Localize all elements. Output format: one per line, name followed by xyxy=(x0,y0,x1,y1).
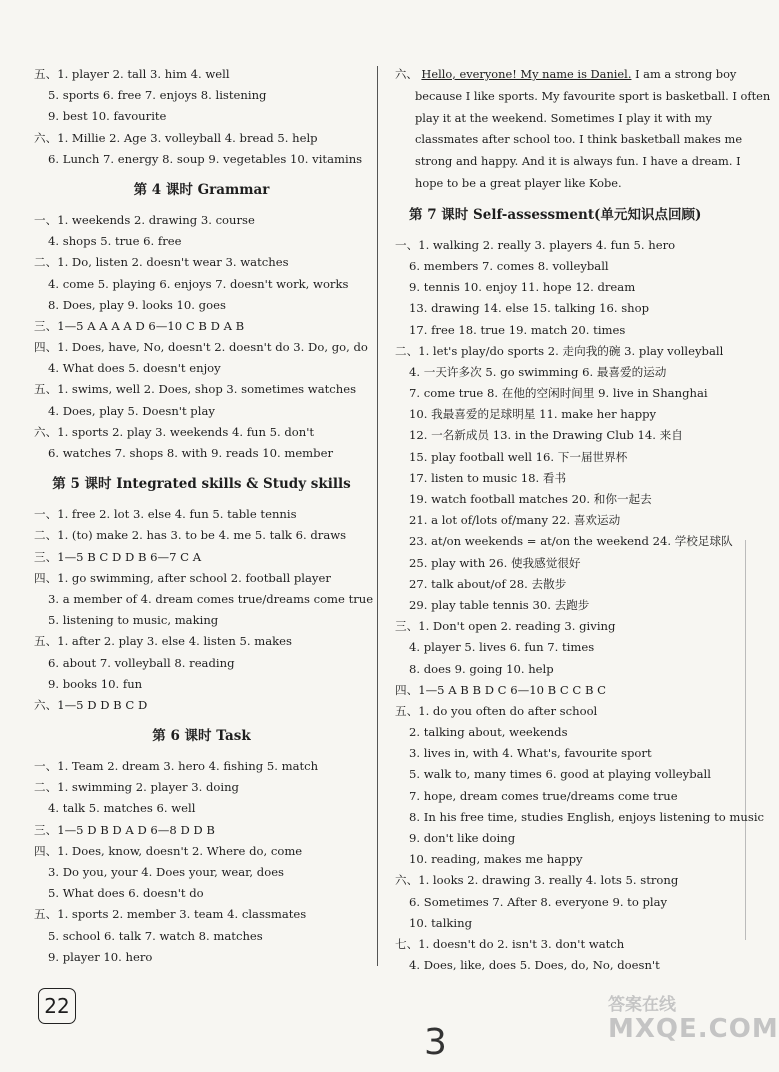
answer-line: 六、1. looks 2. drawing 3. really 4. lots 5. strong xyxy=(395,873,679,888)
answer-line: 27. talk about/of 28. 去散步 xyxy=(409,576,567,591)
answer-line: 6. watches 7. shops 8. with 9. reads 10. member xyxy=(48,446,334,460)
answer-line: 四、1—5 A B B D C 6—10 B C C B C xyxy=(395,682,607,697)
answer-line: 9. books 10. fun xyxy=(48,676,143,691)
answer-line: 9. best 10. favourite xyxy=(48,109,167,124)
answer-line: 17. free 18. true 19. match 20. times xyxy=(409,322,626,337)
answer-line: 三、1—5 B C D D B 6—7 C A xyxy=(34,549,202,564)
answer-line: 19. watch football matches 20. 和你一起去 xyxy=(409,492,652,507)
answer-line: 5. What does 6. doesn't do xyxy=(48,886,204,901)
section-heading: 第 5 课时 Integrated skills & Study skills xyxy=(52,476,351,493)
answer-line: 三、1—5 D B D A D 6—8 D D B xyxy=(34,822,215,837)
answer-line: 4. player 5. lives 6. fun 7. times xyxy=(409,640,595,655)
passage-line: strong and happy. And it is always fun. I have a dream. I xyxy=(415,154,741,169)
answer-line: 3. lives in, with 4. What's, favourite sport xyxy=(409,746,652,761)
passage-first-rest: I am a strong boy xyxy=(635,67,737,81)
answer-line: 六、1. sports 2. play 3. weekends 4. fun 5. don't xyxy=(34,424,315,439)
answer-line: 二、1. swimming 2. player 3. doing xyxy=(34,780,239,795)
answer-line: 3. Do you, your 4. Does your, wear, does xyxy=(48,865,285,879)
answer-line: 13. drawing 14. else 15. talking 16. shop xyxy=(409,301,650,316)
passage-line: because I like sports. My favourite sport is basketball. I often xyxy=(415,88,771,103)
watermark-bottom: MXQE.COM xyxy=(608,1013,779,1044)
answer-line: 二、1. (to) make 2. has 3. to be 4. me 5. talk 6. draws xyxy=(34,528,347,543)
answer-line: 五、1. player 2. tall 3. him 4. well xyxy=(34,67,230,81)
answer-line: 二、1. Do, listen 2. doesn't wear 3. watches xyxy=(34,255,289,270)
passage-line xyxy=(395,64,735,86)
answer-line: 4. Does, play 5. Doesn't play xyxy=(48,403,215,418)
column-divider xyxy=(377,66,378,966)
answer-line: 8. Does, play 9. looks 10. goes xyxy=(48,297,226,312)
answer-line: 5. school 6. talk 7. watch 8. matches xyxy=(48,928,263,943)
answer-line: 五、1. after 2. play 3. else 4. listen 5. makes xyxy=(34,634,292,649)
answer-line: 6. about 7. volleyball 8. reading xyxy=(48,655,235,670)
answer-line: 5. walk to, many times 6. good at playing volleyball xyxy=(409,767,711,782)
answer-line: 二、1. let's play/do sports 2. 走向我的碗 3. play volleyball xyxy=(395,343,724,358)
answer-line: 六、1. Millie 2. Age 3. volleyball 4. bread 5. help xyxy=(34,130,318,145)
answer-line: 4. 一天许多次 5. go swimming 6. 最喜爱的运动 xyxy=(409,364,667,379)
page-number: 22 xyxy=(38,988,76,1024)
answer-line: 10. 我最喜爱的足球明星 11. make her happy xyxy=(409,407,657,422)
answer-line: 6. members 7. comes 8. volleyball xyxy=(409,258,609,273)
answer-line: 21. a lot of/lots of/many 22. 喜欢运动 xyxy=(409,513,621,528)
answer-line: 4. shops 5. true 6. free xyxy=(48,234,182,249)
section-heading: 第 7 课时 Self-assessment(单元知识点回顾) xyxy=(409,206,702,223)
answer-line: 4. talk 5. matches 6. well xyxy=(48,801,196,816)
answer-line: 17. listen to music 18. 看书 xyxy=(409,470,567,485)
passage-label: 六、 xyxy=(395,67,418,81)
answer-line: 六、1—5 D D B C D xyxy=(34,697,148,712)
left-column xyxy=(34,64,374,968)
answer-line: 12. 一名新成员 13. in the Drawing Club 14. 来自 xyxy=(409,428,683,443)
watermark xyxy=(608,996,779,1043)
answer-line: 7. hope, dream comes true/dreams come true xyxy=(409,788,678,803)
answer-line: 7. come true 8. 在他的空闲时间里 9. live in Shanghai xyxy=(409,386,708,401)
answer-line: 6. Sometimes 7. After 8. everyone 9. to play xyxy=(409,894,668,909)
handwritten-mark: 3 xyxy=(424,1022,447,1063)
answer-line: 4. come 5. playing 6. enjoys 7. doesn't work, works xyxy=(48,276,349,291)
answer-line: 8. In his free time, studies English, enjoys listening to music xyxy=(409,809,765,824)
answer-line: 一、1. free 2. lot 3. else 4. fun 5. table tennis xyxy=(34,507,297,522)
answer-line: 5. sports 6. free 7. enjoys 8. listening xyxy=(48,88,267,103)
answer-line: 一、1. Team 2. dream 3. hero 4. fishing 5. match xyxy=(34,759,319,774)
right-column xyxy=(395,64,771,976)
answer-line: 五、1. do you often do after school xyxy=(395,703,598,718)
answer-line: 2. talking about, weekends xyxy=(409,725,568,740)
answer-line: 9. player 10. hero xyxy=(48,949,153,964)
answer-line: 五、1. sports 2. member 3. team 4. classmates xyxy=(34,907,307,922)
answer-line: 4. What does 5. doesn't enjoy xyxy=(48,361,221,376)
answer-line: 4. Does, like, does 5. Does, do, No, doesn't xyxy=(409,958,660,973)
answer-line: 6. Lunch 7. energy 8. soup 9. vegetables 10. vitamins xyxy=(48,151,363,166)
answer-line: 9. tennis 10. enjoy 11. hope 12. dream xyxy=(409,280,636,295)
section-heading: 第 6 课时 Task xyxy=(152,728,251,745)
passage-line: hope to be a great player like Kobe. xyxy=(415,175,622,190)
passage-block xyxy=(395,64,771,195)
answer-line: 五、1. swims, well 2. Does, shop 3. sometimes watches xyxy=(34,382,357,397)
scan-edge xyxy=(745,540,746,940)
answer-line: 10. talking xyxy=(409,915,473,930)
answer-line: 四、1. Does, know, doesn't 2. Where do, come xyxy=(34,843,303,858)
answer-line: 四、1. Does, have, No, doesn't 2. doesn't do 3. Do, go, do xyxy=(34,340,368,355)
answer-line: 3. a member of 4. dream comes true/dreams come true xyxy=(48,591,374,606)
answer-line: 七、1. doesn't do 2. isn't 3. don't watch xyxy=(395,936,625,951)
answer-line: 三、1—5 A A A A D 6—10 C B D A B xyxy=(34,318,245,333)
passage-underlined-text: Hello, everyone! My name is Daniel. xyxy=(421,67,632,81)
answer-line: 一、1. weekends 2. drawing 3. course xyxy=(34,212,255,227)
answer-line: 一、1. walking 2. really 3. players 4. fun 5. hero xyxy=(395,237,676,252)
answer-line: 四、1. go swimming, after school 2. football player xyxy=(34,570,331,585)
passage-line: play it at the weekend. Sometimes I play it with my xyxy=(415,110,712,125)
answer-line: 8. does 9. going 10. help xyxy=(409,661,554,676)
answer-line: 29. play table tennis 30. 去跑步 xyxy=(409,597,590,612)
answer-line: 25. play with 26. 使我感觉很好 xyxy=(409,555,581,570)
answer-line: 23. at/on weekends = at/on the weekend 24. 学校足球队 xyxy=(409,534,733,549)
answer-line: 10. reading, makes me happy xyxy=(409,852,583,867)
passage-line: classmates after school too. I think basketball makes me xyxy=(415,132,743,147)
answer-line: 15. play football well 16. 下一届世界杯 xyxy=(409,449,628,464)
watermark-top: 答案在线 xyxy=(608,995,676,1015)
answer-line: 三、1. Don't open 2. reading 3. giving xyxy=(395,619,616,634)
answer-line: 9. don't like doing xyxy=(409,831,516,846)
section-heading: 第 4 课时 Grammar xyxy=(133,181,270,198)
answer-line: 5. listening to music, making xyxy=(48,613,219,628)
